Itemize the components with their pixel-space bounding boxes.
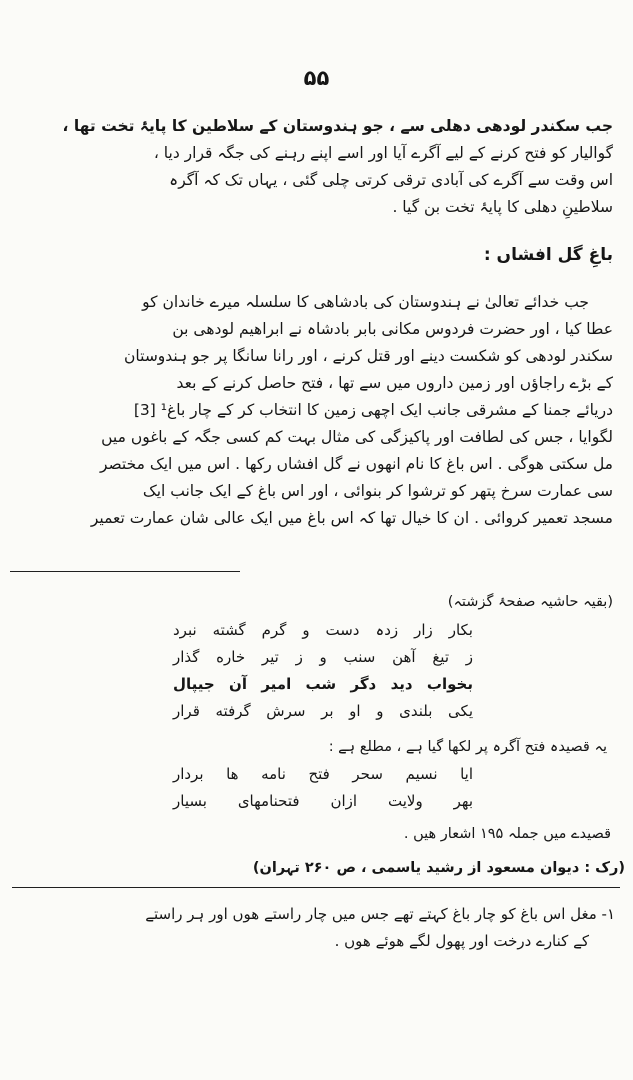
para2-line-6: لگوایا ، جس کی لطافت اور پاکیزگی کی مثال بہت کم کسی جگہ کے باغوں میں xyxy=(101,428,613,446)
para2-line-2: عطا کیا ، اور حضرت فردوس مکانی بابر بادشاہ نے ابراھیم لودھی بن xyxy=(172,320,613,338)
para1-line-2: گوالیار کو فتح کرنے کے لیے آگرے آیا اور اسے اپنے رہنے کی جگہ قرار دیا ، xyxy=(153,144,613,162)
para2-line-9: مسجد تعمیر کروائی . ان کا خیال تھا کہ اس باغ میں ایک عالی شان عمارت تعمیر xyxy=(90,509,613,527)
verse-line-2: ز تیغ آهن سنب و ز تیر خاره گذار xyxy=(173,648,473,666)
para2-line-7: مل سکتی ھوگی . اس باغ کا نام انھوں نے گل افشاں رکھا . اس میں ایک مختصر xyxy=(99,455,613,473)
verse-line-4: یکی بلندی و او بر سرش گرفته قرار xyxy=(173,702,473,720)
matla-line-1: ایا نسیم سحر فتح نامه ها بردار xyxy=(173,765,473,783)
qasida-intro: یہ قصیدہ فتح آگرہ پر لکھا گیا ہے ، مطلع ہے : xyxy=(328,739,607,755)
para1-line-3: اس وقت سے آگرے کی آبادی ترقی کرتی چلی گئی ، یہاں تک کہ آگرہ xyxy=(169,171,613,189)
para2-line-4: کے بڑے راجاؤں اور زمین داروں میں سے تھا ، فتح حاصل کرنے کے بعد xyxy=(176,374,613,392)
page-number: ۵۵ xyxy=(303,66,330,90)
footnote-rule xyxy=(12,887,620,888)
matla-line-2: بهر ولایت ازان فتحنامهای بسیار xyxy=(173,792,473,810)
footnote-continued-label: (بقیہ حاشیہ صفحۂ گزشتہ) xyxy=(447,594,613,610)
para2-line-8: سی عمارت سرخ پتھر کو ترشوا کر بنوائی ، اور اس باغ کے ایک جانب ایک xyxy=(142,482,613,500)
footnote-separator xyxy=(10,571,240,572)
para1-line-4: سلاطینِ دھلی کا پایۂ تخت بن گیا . xyxy=(392,198,613,216)
para2-line-3: سکندر لودھی کو شکست دینے اور قتل کرنے ، اور رانا سانگا پر جو ہندوستان xyxy=(124,347,613,365)
source-reference: (رک : دیوان مسعود از رشید یاسمی ، ص ۲۶۰ تہران) xyxy=(252,860,625,876)
para2-line-5: دریائے جمنا کے مشرقی جانب ایک اچھی زمین کا انتخاب کر کے چار باغ¹ [3] xyxy=(133,401,613,419)
verse-line-1: بکار زار زدہ دست و گرم گشته نبرد xyxy=(173,621,473,639)
verse-line-3: بخواب دید دگر شب امیر آن جیپال xyxy=(173,675,473,693)
note-1-line-1: ۱- مغل اس باغ کو چار باغ کہتے تھے جس میں چار راستے ھوں اور ہر راستے xyxy=(145,905,615,923)
note-1-line-2: کے کنارے درخت اور پھول لگے ھوئے ھوں . xyxy=(334,932,589,950)
para1-line-1: جب سکندر لودھی دھلی سے ، جو ہندوستان کے سلاطین کا پایۂ تخت تھا ، xyxy=(62,117,613,135)
verse-count-line: قصیدے میں جملہ ۱۹۵ اشعار ھیں . xyxy=(403,826,611,842)
para2-line-1: جب خدائے تعالیٰ نے ہندوستان کی بادشاھی کا سلسلہ میرے خاندان کو xyxy=(142,293,589,311)
section-heading: باغِ گل افشاں : xyxy=(483,245,613,265)
